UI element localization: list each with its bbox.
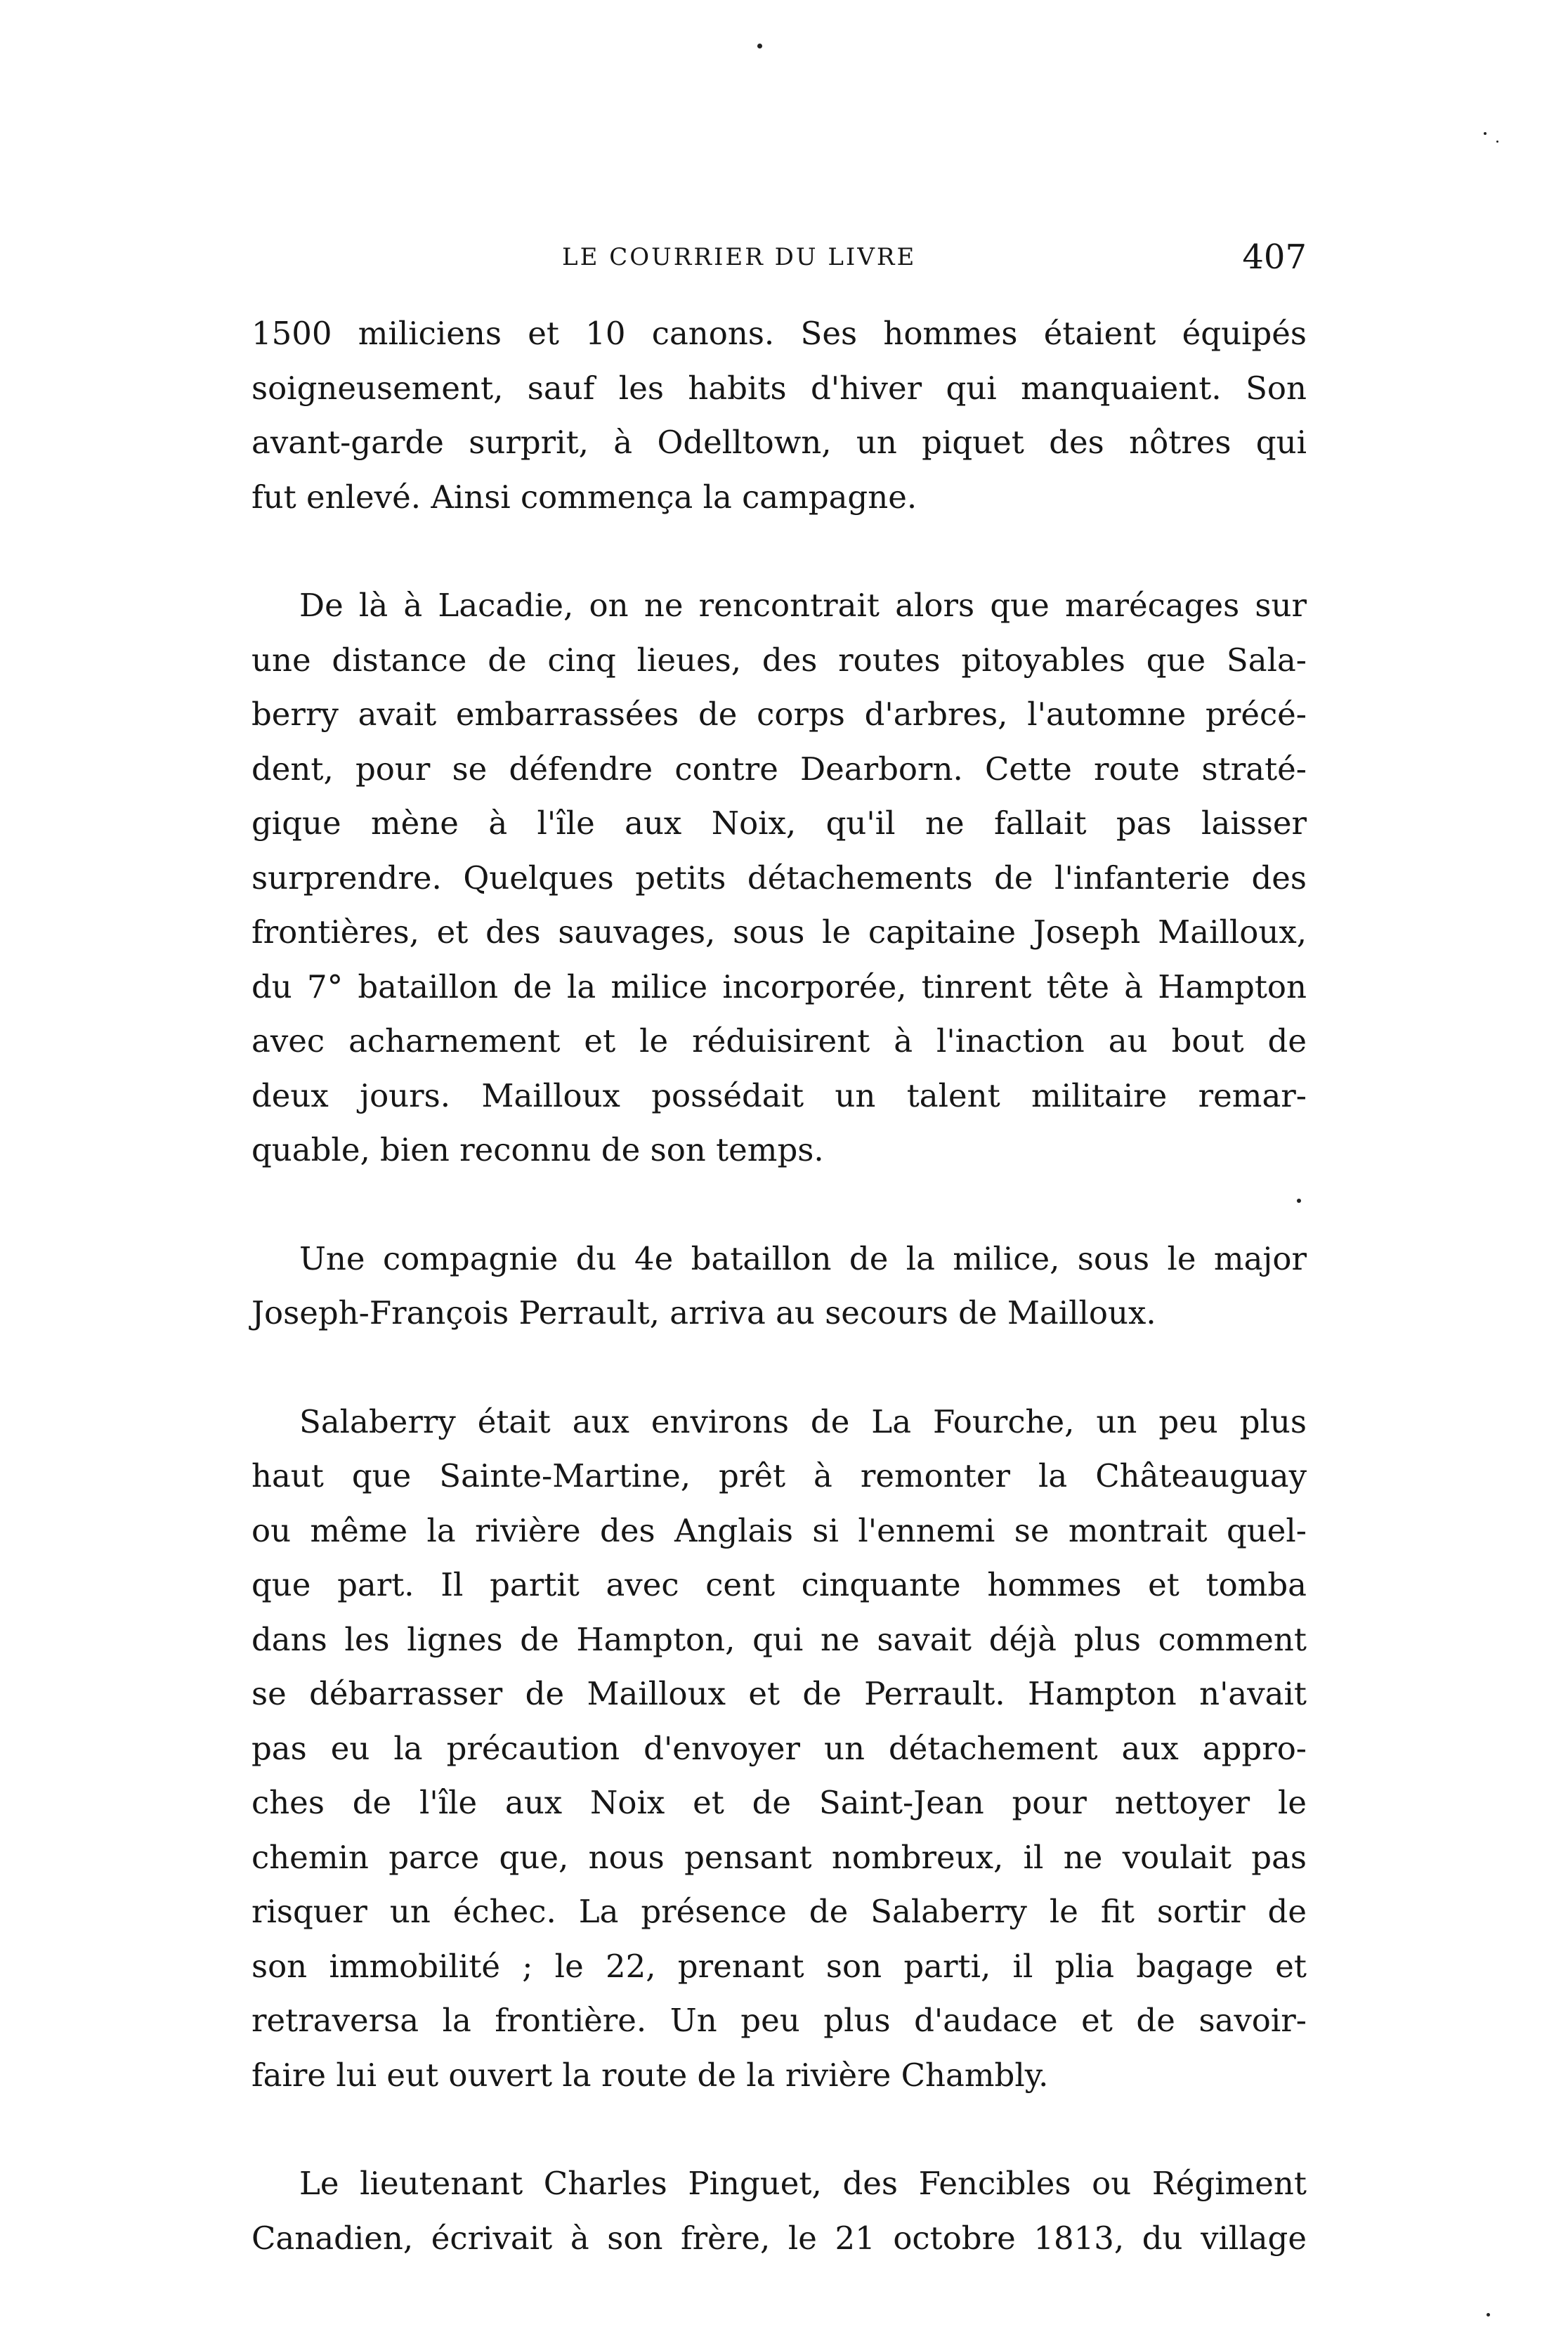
text-line: faire lui eut ouvert la route de la rivière Chambly. (251, 2056, 1049, 2094)
text-line: du 7° bataillon de la milice incorporée, tinrent tête à Hampton (251, 967, 1307, 1005)
text-line: soigneusement, sauf les habits d'hiver qui manquaient. Son (251, 369, 1307, 407)
paragraph (251, 1395, 1307, 2103)
text-line: pas eu la précaution d'envoyer un détachement aux appro- (251, 1729, 1307, 1767)
text-line: Le lieutenant Charles Pinguet, des Fencibles ou Régiment (299, 2165, 1307, 2202)
text-line: Salaberry était aux environs de La Fourche, un peu plus (299, 1402, 1307, 1440)
paragraph (251, 2156, 1307, 2265)
text-line: Canadien, écrivait à son frère, le 21 octobre 1813, du village (251, 2219, 1307, 2257)
text-line: avec acharnement et le réduisirent à l'inaction au bout de (251, 1022, 1307, 1060)
text-line: surprendre. Quelques petits détachements de l'infanterie des (251, 859, 1307, 897)
body-text (251, 306, 1307, 2265)
text-line: Joseph-François Perrault, arriva au secours de Mailloux. (251, 1294, 1156, 1331)
page-number: 407 (1242, 237, 1307, 277)
text-line: gique mène à l'île aux Noix, qu'il ne fallait pas laisser (251, 804, 1307, 842)
text-line: dent, pour se défendre contre Dearborn. Cette route straté- (251, 750, 1307, 788)
text-line: ches de l'île aux Noix et de Saint-Jean pour nettoyer le (251, 1784, 1307, 1821)
scan-speck (1484, 132, 1487, 135)
text-line: deux jours. Mailloux possédait un talent militaire remar- (251, 1076, 1307, 1114)
text-line: son immobilité ; le 22, prenant son parti, il plia bagage et (251, 1947, 1307, 1985)
text-line: ou même la rivière des Anglais si l'ennemi se montrait quel- (251, 1511, 1307, 1549)
scan-speck (1496, 141, 1498, 143)
paragraph (251, 306, 1307, 524)
text-line: haut que Sainte-Martine, prêt à remonter la Châteauguay (251, 1457, 1307, 1494)
text-line: frontières, et des sauvages, sous le capitaine Joseph Mailloux, (251, 913, 1307, 951)
text-line: retraversa la frontière. Un peu plus d'audace et de savoir- (251, 2002, 1307, 2039)
text-line: fut enlevé. Ainsi commença la campagne. (251, 478, 917, 516)
text-line: que part. Il partit avec cent cinquante hommes et tomba (251, 1566, 1307, 1603)
text-line: avant-garde surprit, à Odelltown, un piquet des nôtres qui (251, 424, 1307, 461)
scan-speck (1487, 2313, 1490, 2317)
paragraph (251, 578, 1307, 1178)
text-line: berry avait embarrassées de corps d'arbres, l'automne précé- (251, 696, 1307, 733)
text-line: chemin parce que, nous pensant nombreux, il ne voulait pas (251, 1838, 1307, 1876)
text-line: 1500 miliciens et 10 canons. Ses hommes étaient équipés (251, 315, 1307, 352)
running-header (253, 237, 1307, 287)
text-line: De là à Lacadie, on ne rencontrait alors que marécages sur (299, 587, 1307, 624)
text-line: Une compagnie du 4e bataillon de la milice, sous le major (299, 1239, 1307, 1277)
text-line: dans les lignes de Hampton, qui ne savait déjà plus comment (251, 1620, 1307, 1658)
text-line: une distance de cinq lieues, des routes pitoyables que Sala- (251, 641, 1307, 679)
running-title: LE COURRIER DU LIVRE (562, 243, 917, 271)
scan-speck (757, 44, 762, 48)
text-line: se débarrasser de Mailloux et de Perrault. Hampton n'avait (251, 1675, 1307, 1712)
text-line: risquer un échec. La présence de Salaberry le fit sortir de (251, 1893, 1307, 1930)
text-line: quable, bien reconnu de son temps. (251, 1131, 824, 1168)
paragraph (251, 1232, 1307, 1341)
